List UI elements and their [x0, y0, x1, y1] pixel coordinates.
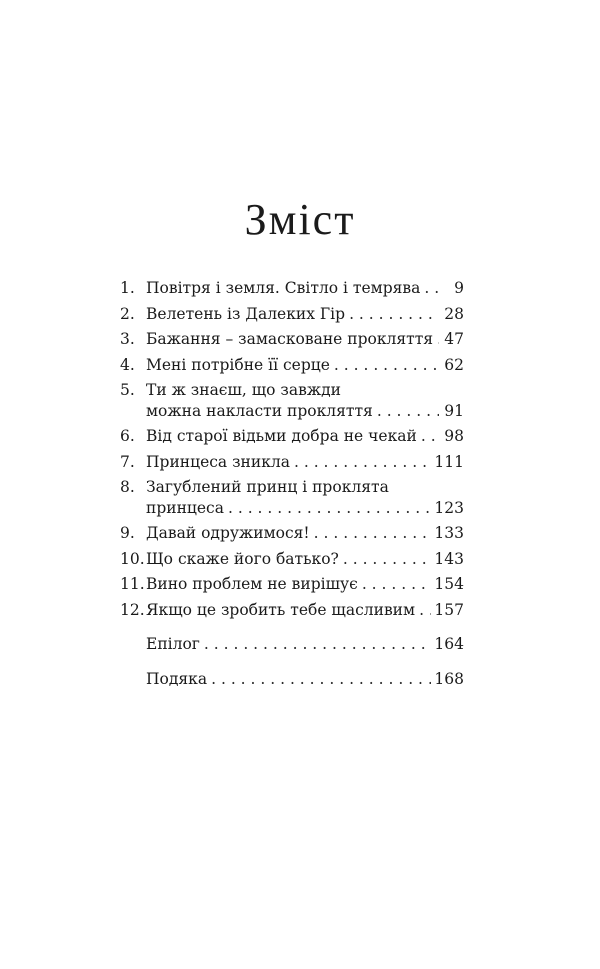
toc-entry-page: 157 — [434, 600, 464, 619]
toc-entry-title: Загублений принц і проклята — [146, 478, 389, 496]
toc-entry-title: Давай одружимося! — [146, 524, 310, 542]
toc-entry-title: Принцеса зникла — [146, 452, 290, 471]
toc-entry-title: принцеса — [146, 498, 224, 517]
toc-entry-page: 47 — [444, 330, 464, 348]
toc-entry-number: 9. — [120, 524, 135, 542]
toc-entry[interactable] — [120, 355, 464, 376]
toc-entry-number: 8. — [120, 478, 135, 496]
toc-entry-number: 3. — [120, 330, 135, 348]
table-of-contents — [120, 278, 464, 689]
page-title: Зміст — [244, 195, 356, 244]
dot-leader — [211, 669, 431, 690]
dot-leader — [377, 401, 439, 422]
toc-entry[interactable] — [120, 477, 464, 518]
dot-leader — [204, 634, 432, 655]
toc-entry-page: 123 — [434, 498, 464, 517]
dot-leader — [294, 452, 431, 473]
toc-entry-title: Від старої відьми добра не чекай — [146, 427, 417, 445]
toc-entry-number: 7. — [120, 452, 135, 471]
toc-entry-number: 6. — [120, 427, 135, 445]
toc-entry[interactable] — [120, 549, 464, 570]
dot-leader — [349, 304, 439, 325]
toc-entry[interactable] — [120, 426, 464, 447]
toc-entry-page: 154 — [434, 575, 464, 593]
dot-leader — [424, 278, 439, 299]
dot-leader — [419, 600, 431, 621]
toc-entry[interactable] — [120, 278, 464, 299]
dot-leader — [421, 426, 439, 447]
toc-entry-number: 5. — [120, 381, 135, 399]
dot-leader — [362, 574, 432, 595]
toc-entry-page: 91 — [444, 401, 464, 420]
toc-entry-number: 1. — [120, 279, 135, 297]
toc-entry-title: Повітря і земля. Світло і темрява — [146, 279, 421, 297]
toc-entry-number: 11. — [120, 575, 145, 593]
toc-entry[interactable] — [120, 329, 464, 350]
toc-entry[interactable] — [120, 574, 464, 595]
toc-entry-title: Мені потрібне її серце — [146, 355, 330, 374]
toc-entry-title: Що скаже його батько? — [146, 549, 339, 568]
toc-entry[interactable] — [120, 600, 464, 621]
toc-entry-number: 2. — [120, 304, 135, 323]
toc-entry-title: можна накласти прокляття — [146, 401, 373, 420]
dot-leader — [228, 498, 431, 519]
toc-entry[interactable] — [120, 669, 464, 690]
dot-leader — [437, 329, 439, 350]
toc-entry-title: Подяка — [146, 669, 208, 688]
toc-entry[interactable] — [120, 634, 464, 655]
toc-entry-title: Якщо це зробить тебе щасливим — [146, 600, 416, 619]
toc-entry-page: 133 — [434, 524, 464, 542]
toc-entry-page: 28 — [444, 304, 464, 323]
toc-entry-page: 164 — [434, 635, 464, 653]
toc-entry-title: Велетень із Далеких Гір — [146, 304, 346, 323]
toc-entry[interactable] — [120, 304, 464, 325]
toc-entry-page: 111 — [434, 452, 464, 471]
toc-entry-page: 143 — [434, 549, 464, 568]
toc-entry-page: 62 — [444, 355, 464, 374]
toc-entry-title: Вино проблем не вирішує — [146, 575, 358, 593]
dot-leader — [334, 355, 439, 376]
dot-leader — [343, 549, 432, 570]
toc-entry-number: 12. — [120, 600, 145, 619]
toc-entry-title: Бажання – замасковане прокляття — [146, 330, 434, 348]
toc-entry-number: 4. — [120, 355, 135, 374]
toc-entry-number: 10. — [120, 549, 145, 568]
toc-entry[interactable] — [120, 523, 464, 544]
toc-entry[interactable] — [120, 452, 464, 473]
toc-entry-page: 168 — [434, 669, 464, 688]
toc-entry[interactable] — [120, 380, 464, 421]
toc-entry-title: Ти ж знаєш, що завжди — [146, 381, 341, 399]
dot-leader — [314, 523, 432, 544]
toc-entry-page: 9 — [454, 279, 464, 297]
toc-entry-title: Епілог — [146, 635, 200, 653]
toc-entry-page: 98 — [444, 427, 464, 445]
